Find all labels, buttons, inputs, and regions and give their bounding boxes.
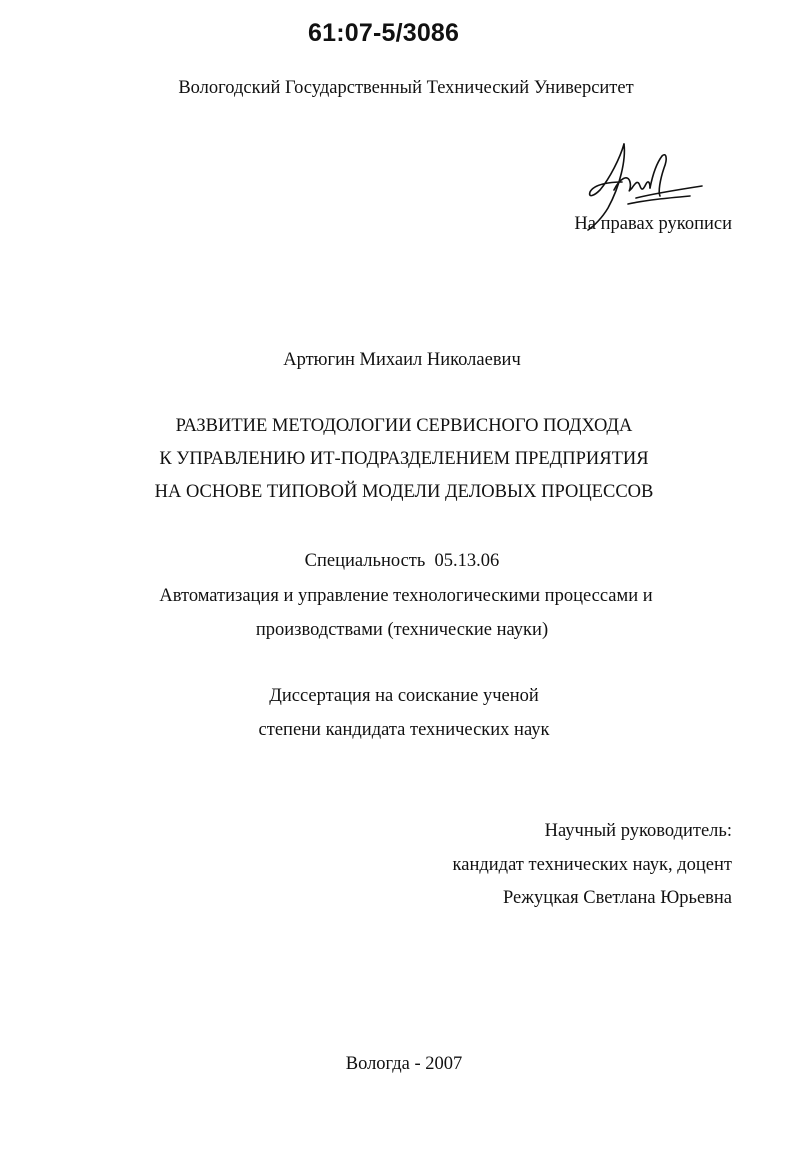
specialty-line-1: Автоматизация и управление технологическими процессами и <box>159 586 653 606</box>
supervisor-name: Режуцкая Светлана Юрьевна <box>503 888 732 908</box>
title-line-3: НА ОСНОВЕ ТИПОВОЙ МОДЕЛИ ДЕЛОВЫХ ПРОЦЕССОВ <box>154 482 654 502</box>
dissertation-line-2: степени кандидата технических наук <box>258 720 550 740</box>
author-name: Артюгин Михаил Николаевич <box>283 350 521 370</box>
dissertation-line-1: Диссертация на соискание ученой <box>269 686 539 706</box>
specialty-label: Специальность 05.13.06 <box>304 551 500 571</box>
city-year: Вологда - 2007 <box>345 1054 463 1074</box>
manuscript-note: На правах рукописи <box>574 214 732 234</box>
supervisor-label: Научный руководитель: <box>544 821 732 841</box>
university-name: Вологодский Государственный Технический Университет <box>178 78 634 98</box>
specialty-line-2: производствами (технические науки) <box>255 620 549 640</box>
title-line-2: К УПРАВЛЕНИЮ ИТ-ПОДРАЗДЕЛЕНИЕМ ПРЕДПРИЯТИЯ <box>159 449 649 469</box>
catalog-code: 61:07-5/3086 <box>308 19 460 47</box>
title-line-1: РАЗВИТИЕ МЕТОДОЛОГИИ СЕРВИСНОГО ПОДХОДА <box>175 416 633 436</box>
supervisor-degree: кандидат технических наук, доцент <box>452 855 732 875</box>
